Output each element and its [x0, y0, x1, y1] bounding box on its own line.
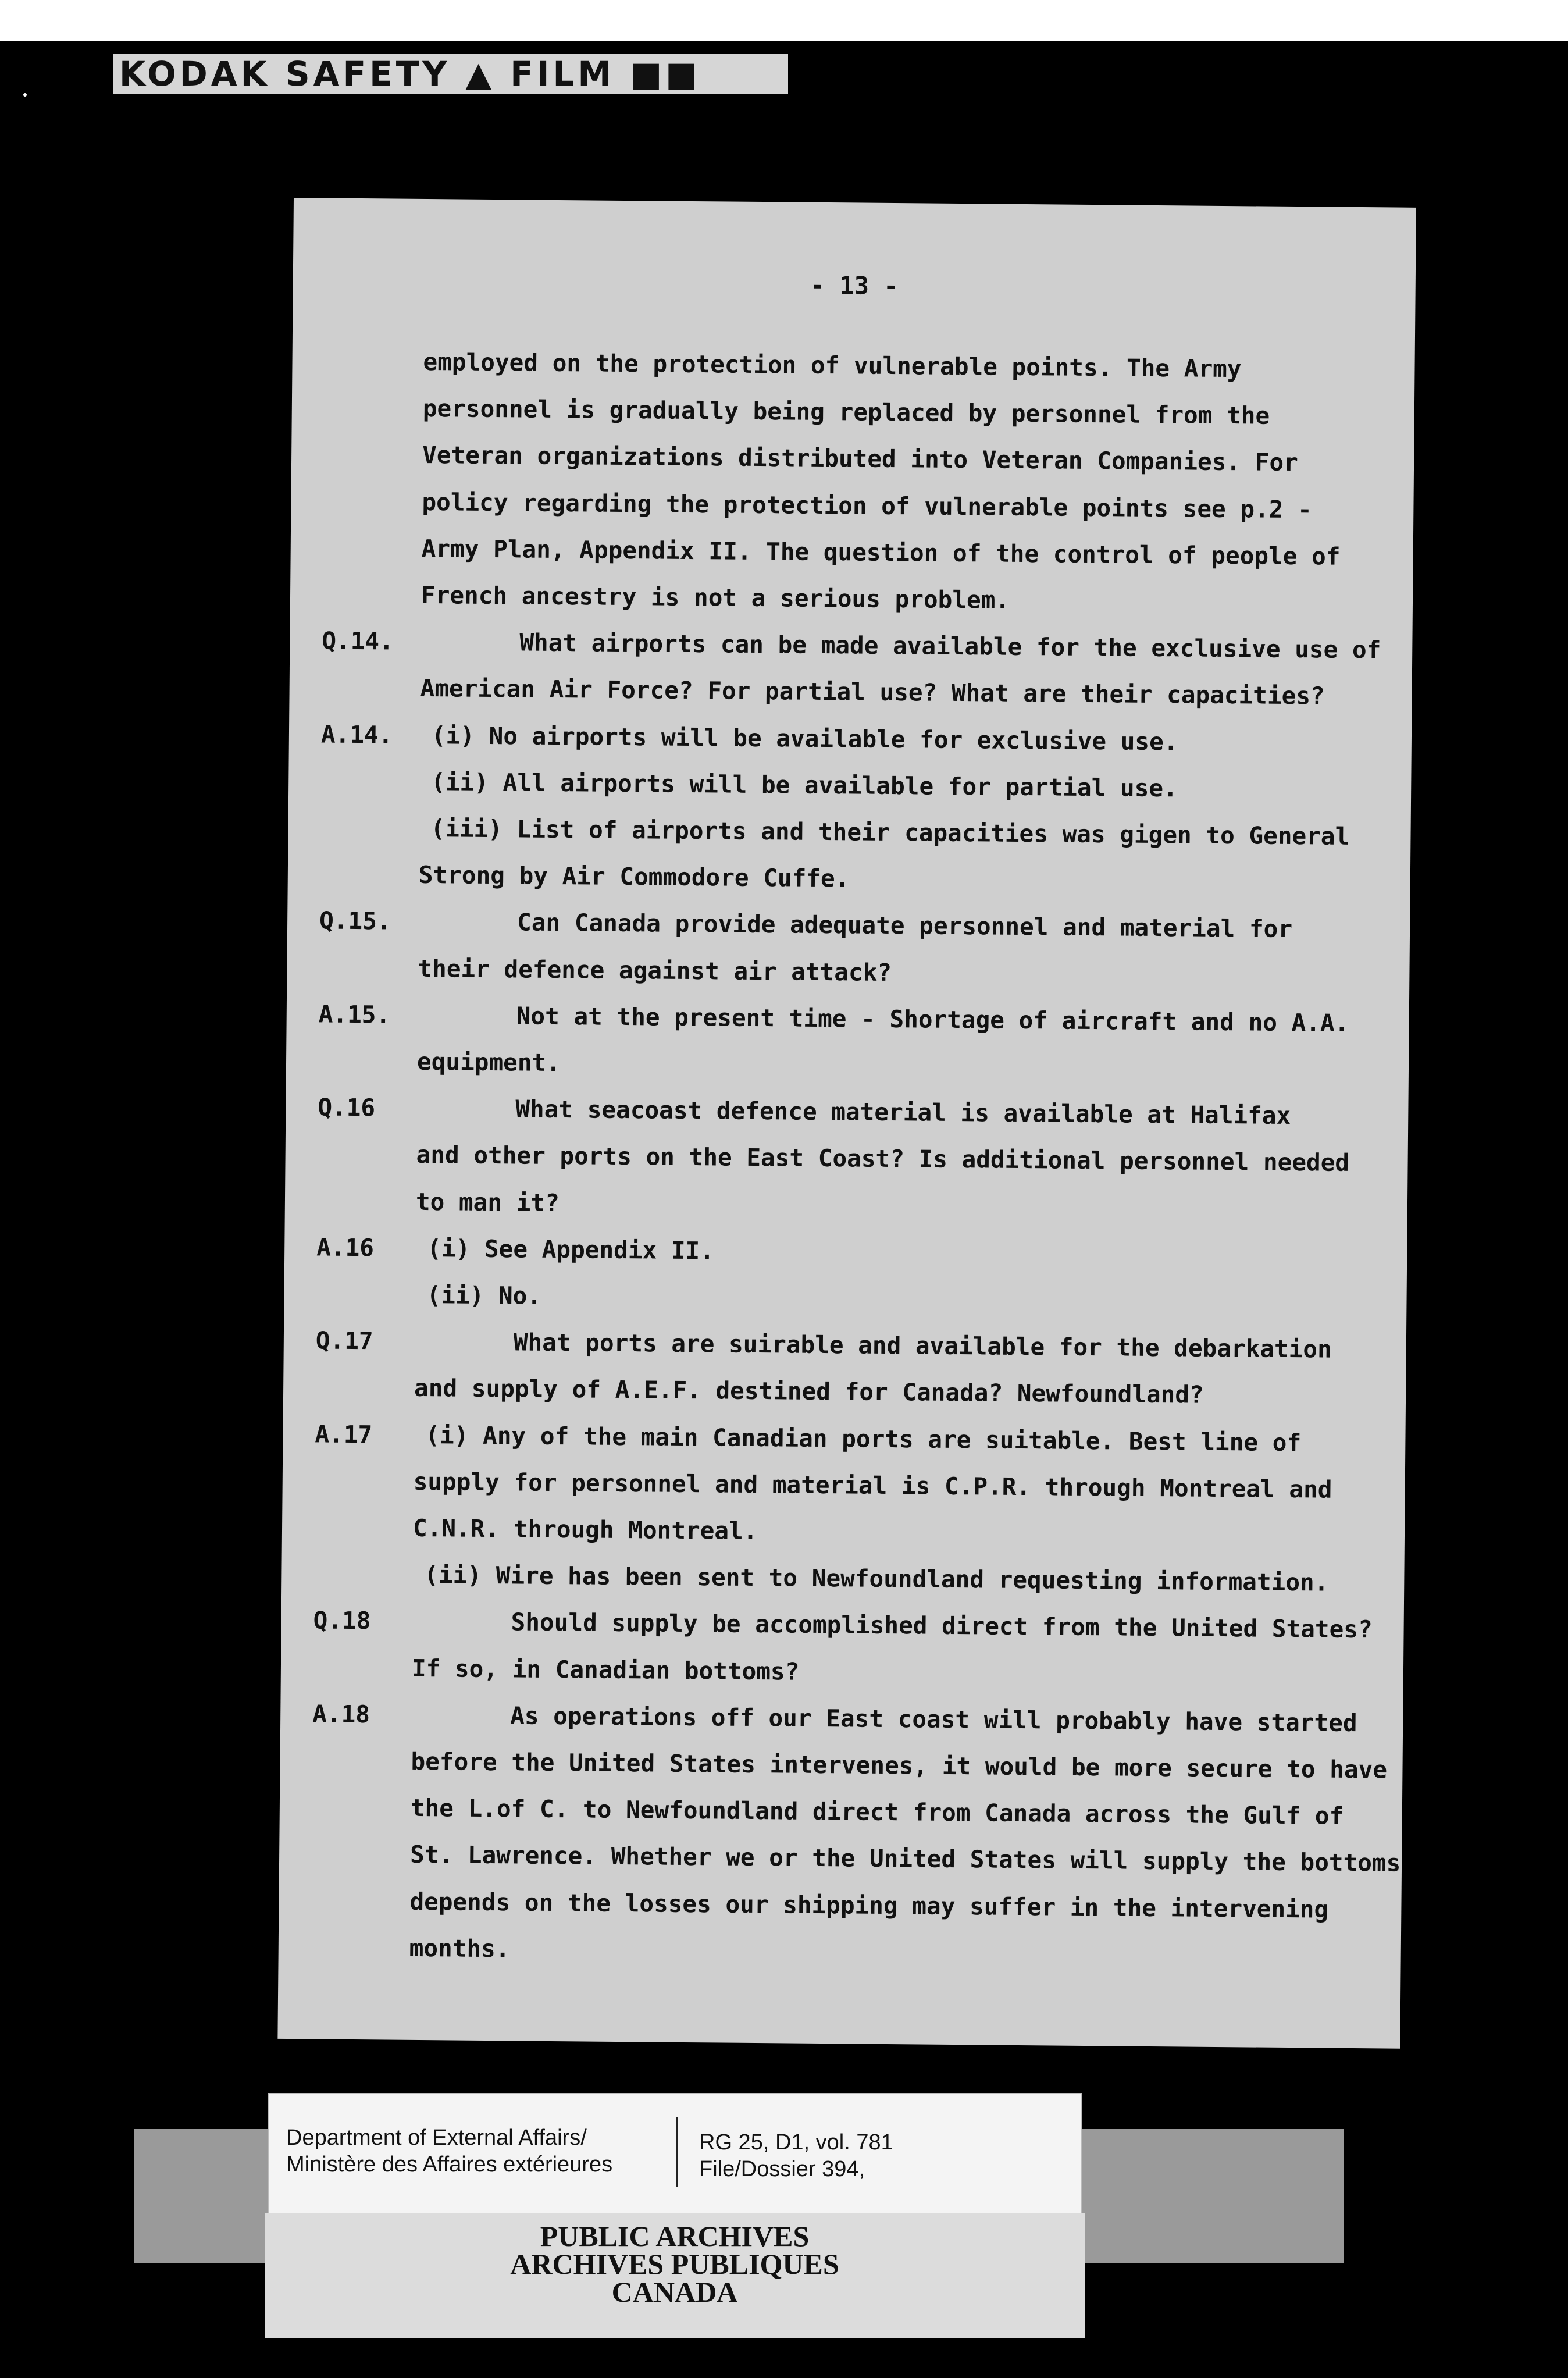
document-line: What ports are suirable and available for the debarkation	[513, 1328, 1332, 1364]
department-label	[286, 2124, 612, 2178]
document-line: equipment.	[416, 1047, 561, 1077]
document-line: American Air Force? For partial use? What are their capacities?	[420, 674, 1325, 710]
document-line: Veteran organizations distributed into Veteran Companies. For	[422, 441, 1299, 477]
question-answer-marker: Q.18	[313, 1606, 371, 1635]
document-line: to man it?	[415, 1187, 560, 1217]
document-line: the L.of C. to Newfoundland direct from Canada across the Gulf of	[410, 1794, 1344, 1831]
archives-stamp	[265, 2222, 1085, 2306]
document-line: (i) See Appendix II.	[427, 1234, 715, 1265]
question-answer-marker: Q.16	[318, 1093, 376, 1122]
document-line: before the United States intervenes, it would be more secure to have	[411, 1747, 1388, 1784]
document-line: their defence against air attack?	[418, 954, 892, 987]
question-answer-marker: A.16	[316, 1233, 375, 1262]
stamp-line-1: PUBLIC ARCHIVES	[540, 2220, 810, 2252]
question-answer-marker: Q.14.	[322, 626, 394, 656]
speck	[23, 93, 27, 97]
department-line-fr: Ministère des Affaires extérieures	[286, 2152, 613, 2177]
page-number: - 13 -	[810, 270, 899, 301]
film-edge-top	[0, 0, 1568, 41]
document-line: French ancestry is not a serious problem.	[420, 581, 1010, 614]
archives-stamp-area	[265, 2213, 1085, 2338]
stamp-line-2: ARCHIVES PUBLIQUES	[510, 2248, 839, 2280]
document-line: What seacoast defence material is available at Halifax	[515, 1095, 1291, 1130]
document-page	[277, 198, 1416, 2049]
document-line: (i) Any of the main Canadian ports are suitable. Best line of	[425, 1421, 1302, 1457]
document-line: and supply of A.E.F. destined for Canada? Newfoundland?	[414, 1374, 1204, 1409]
document-line: personnel is gradually being replaced by personnel from the	[422, 394, 1270, 430]
document-line: C.N.R. through Montreal.	[412, 1514, 758, 1546]
document-line: employed on the protection of vulnerable points. The Army	[423, 347, 1242, 383]
document-line: (i) No airports will be available for exclusive use.	[431, 721, 1178, 756]
question-answer-marker: Q.15.	[319, 906, 391, 935]
document-line: If so, in Canadian bottoms?	[411, 1654, 800, 1686]
document-line: As operations off our East coast will probably have started	[510, 1701, 1357, 1737]
stamp-line-3: CANADA	[611, 2276, 738, 2308]
card-divider	[676, 2117, 678, 2187]
record-group: RG 25, D1, vol. 781	[699, 2130, 893, 2155]
film-edge-label: KODAK SAFETY ▲ FILM ■■	[113, 54, 788, 94]
file-reference	[699, 2129, 893, 2183]
document-line: Can Canada provide adequate personnel and material for	[516, 908, 1293, 944]
document-line: months.	[409, 1934, 510, 1963]
document-line: (ii) Wire has been sent to Newfoundland requesting information.	[424, 1561, 1329, 1597]
document-line: supply for personnel and material is C.P.R. through Montreal and	[413, 1467, 1332, 1504]
document-line: St. Lawrence. Whether we or the United States will supply the bottoms	[409, 1841, 1401, 1878]
file-dossier: File/Dossier 394,	[699, 2157, 865, 2181]
document-line: and other ports on the East Coast? Is additional personnel needed	[416, 1141, 1350, 1177]
document-line: (ii) No.	[426, 1281, 542, 1310]
document-line: Strong by Air Commodore Cuffe.	[418, 861, 850, 893]
document-line: (iii) List of airports and their capacities was gigen to General	[430, 814, 1350, 850]
question-answer-marker: A.18	[312, 1700, 370, 1729]
archive-reference-card	[268, 2093, 1082, 2218]
document-line: depends on the losses our shipping may suffer in the intervening	[409, 1887, 1329, 1924]
question-answer-marker: A.17	[315, 1419, 373, 1448]
department-line-en: Department of External Affairs/	[286, 2126, 587, 2150]
question-answer-marker: A.15.	[318, 1000, 391, 1029]
document-line: policy regarding the protection of vulnerable points see p.2 -	[422, 487, 1313, 524]
question-answer-marker: A.14.	[320, 720, 393, 749]
document-line: Not at the present time - Shortage of aircraft and no A.A.	[516, 1002, 1349, 1037]
document-line: Should supply be accomplished direct from the United States?	[511, 1608, 1373, 1644]
question-answer-marker: Q.17	[315, 1326, 373, 1355]
document-line: Army Plan, Appendix II. The question of the control of people of	[421, 534, 1341, 571]
document-line: What airports can be made available for the exclusive use of	[519, 628, 1381, 664]
document-line: (ii) All airports will be available for partial use.	[431, 767, 1178, 803]
